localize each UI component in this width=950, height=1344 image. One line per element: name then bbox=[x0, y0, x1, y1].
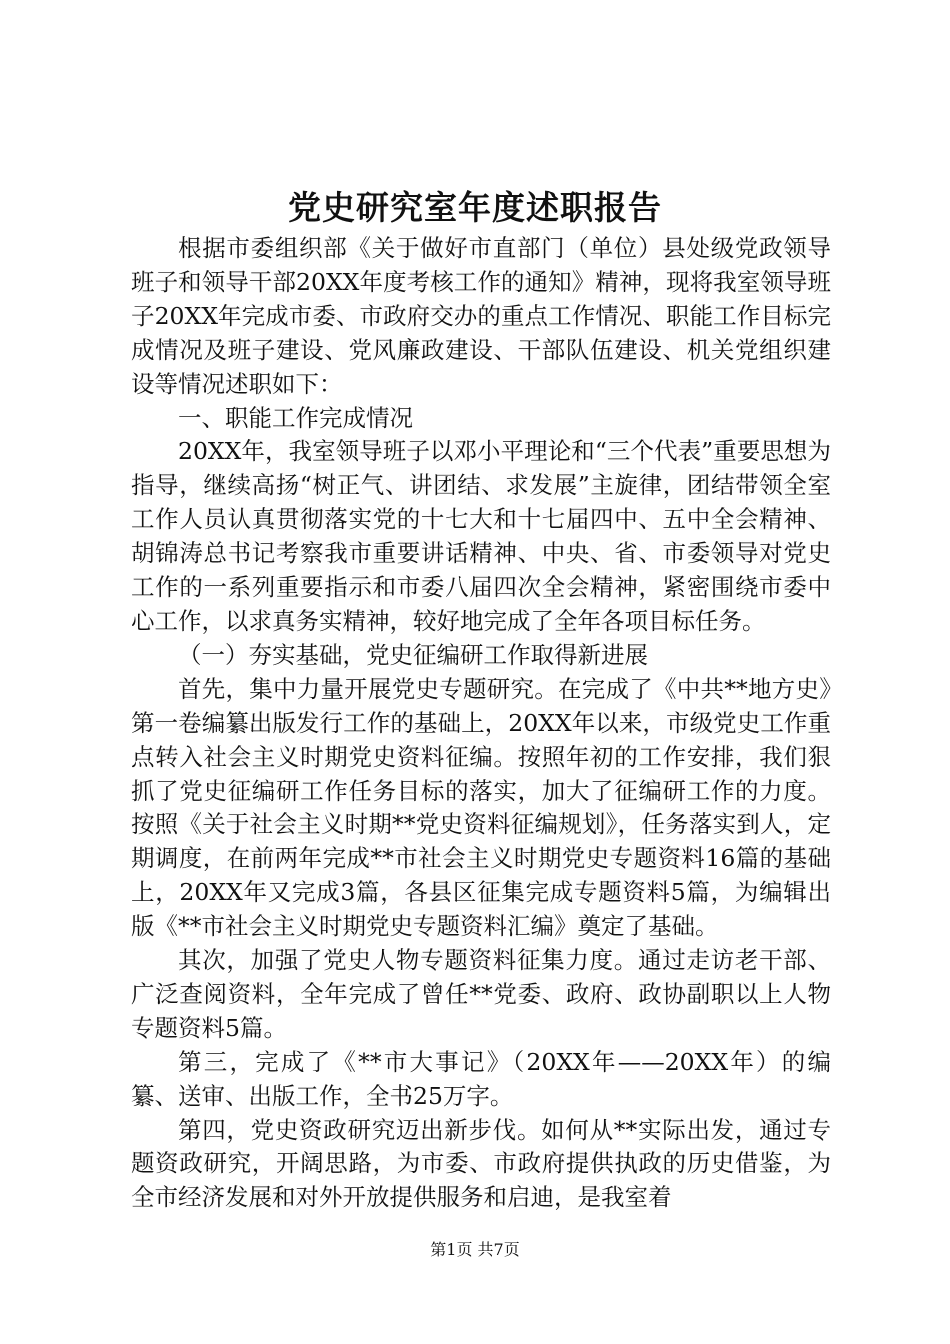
paragraph-fourth: 第四，党史资政研究迈出新步伐。如何从**实际出发，通过专题资政研究，开阔思路，为市委、市政府提供执政的历史借鉴，为全市经济发展和对外开放提供服务和启迪，是我室着 bbox=[131, 1115, 831, 1212]
paragraph-third: 第三，完成了《**市大事记》（20XX年——20XX年）的编纂、送审、出版工作，全书25万字。 bbox=[131, 1047, 831, 1110]
document-body bbox=[131, 232, 831, 1215]
subsection-heading-1: （一）夯实基础，党史征编研工作取得新进展 bbox=[178, 640, 648, 669]
document-title: 党史研究室年度述职报告 bbox=[288, 188, 662, 227]
section-heading-1: 一、职能工作完成情况 bbox=[178, 403, 413, 432]
page-number-footer: 第1页 共7页 bbox=[430, 1240, 520, 1259]
paragraph-overview: 20XX年，我室领导班子以邓小平理论和“三个代表”重要思想为指导，继续高扬“树正气、讲团结、求发展”主旋律，团结带领全室工作人员认真贯彻落实党的十七大和十七届四中、五中全会精神、胡锦涛总书记考察我市重要讲话精神、中央、省、市委领导对党史工作的一系列重要指示和市委八届四次全会精神，紧密围绕市委中心工作，以求真务实精神，较好地完成了全年各项目标任务。 bbox=[131, 437, 831, 635]
paragraph-first: 首先，集中力量开展党史专题研究。在完成了《中共**地方史》第一卷编纂出版发行工作的基础上，20XX年以来，市级党史工作重点转入社会主义时期党史资料征编。按照年初的工作安排，我们狠抓了党史征编研工作任务目标的落实，加大了征编研工作的力度。按照《关于社会主义时期**党史资料征编规划》，任务落实到人，定期调度，在前两年完成**市社会主义时期党史专题资料16篇的基础上，20XX年又完成3篇，各县区征集完成专题资料5篇，为编辑出版《**市社会主义时期党史专题资料汇编》奠定了基础。 bbox=[131, 674, 831, 941]
paragraph-second: 其次，加强了党史人物专题资料征集力度。通过走访老干部、广泛查阅资料，全年完成了曾任**党委、政府、政协副职以上人物专题资料5篇。 bbox=[131, 946, 831, 1042]
paragraph-intro: 根据市委组织部《关于做好市直部门（单位）县处级党政领导班子和领导干部20XX年度考核工作的通知》精神，现将我室领导班子20XX年完成市委、市政府交办的重点工作情况、职能工作目标完成情况及班子建设、党风廉政建设、干部队伍建设、机关党组织建设等情况述职如下： bbox=[131, 234, 831, 398]
